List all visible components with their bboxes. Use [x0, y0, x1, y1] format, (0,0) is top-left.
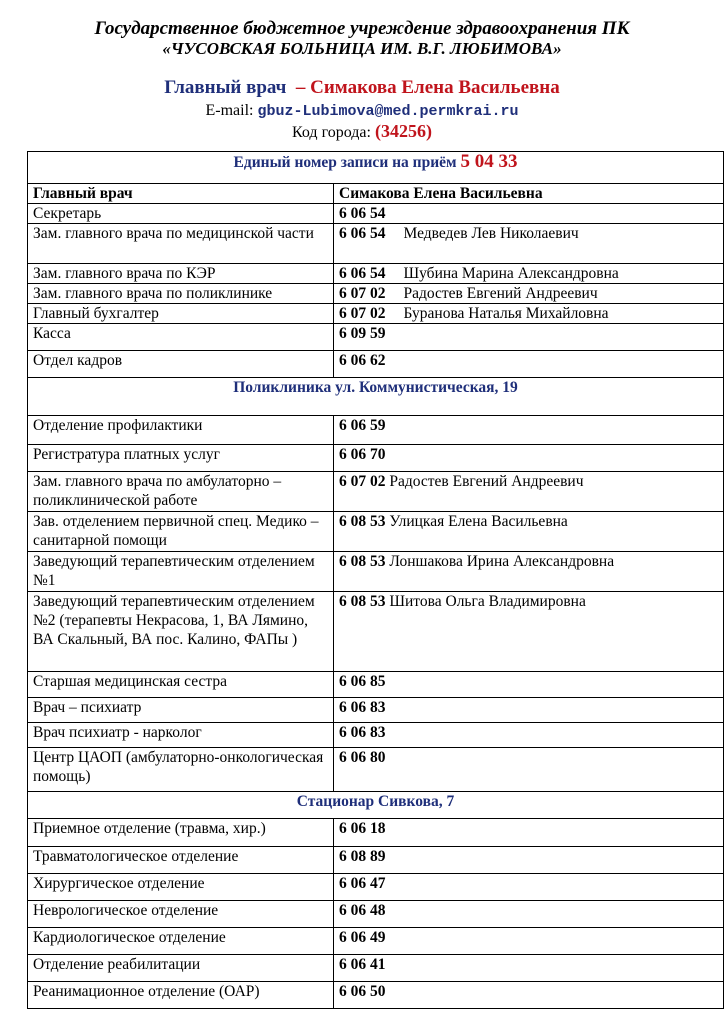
section-title-hospital: Стационар Сивкова, 7 — [28, 792, 724, 819]
email-link[interactable]: gbuz-Lubimova@med.permkrai.ru — [257, 103, 519, 120]
role-cell: Отдел кадров — [28, 351, 334, 378]
phone-cell — [334, 324, 724, 351]
phone-number: 6 06 47 — [339, 875, 386, 892]
chief-doctor-label: Главный врач — [164, 77, 287, 98]
phone-number: 6 09 59 — [339, 325, 386, 342]
phone-cell — [334, 351, 724, 378]
table-row — [28, 324, 724, 351]
phone-cell — [334, 284, 724, 304]
phone-cell — [334, 204, 724, 224]
role-cell: Регистратура платных услуг — [28, 445, 334, 472]
table-row — [28, 204, 724, 224]
chief-doctor-line — [0, 76, 724, 100]
phone-cell — [334, 445, 724, 472]
table-row — [28, 723, 724, 748]
contact-person: Улицкая Елена Васильевна — [389, 513, 568, 530]
phone-number: 6 06 85 — [339, 673, 386, 690]
role-cell: Центр ЦАОП (амбулаторно-онкологическая помощь) — [28, 748, 334, 792]
phone-cell — [334, 672, 724, 698]
table-row — [28, 351, 724, 378]
phone-cell — [334, 847, 724, 874]
city-code-label: Код города: — [292, 124, 371, 141]
phone-number: 6 06 49 — [339, 929, 386, 946]
table-row — [28, 552, 724, 592]
contact-person: Шитова Ольга Владимировна — [389, 593, 586, 610]
table-row — [28, 304, 724, 324]
contact-person: Буранова Наталья Михайловна — [403, 305, 609, 322]
unified-number-cell — [28, 152, 724, 184]
unified-number-value: 5 04 33 — [460, 151, 518, 172]
phone-cell — [334, 512, 724, 552]
phone-cell — [334, 928, 724, 955]
institution-line-1: Государственное бюджетное учреждение здравоохранения ПК — [94, 18, 630, 39]
phone-cell — [334, 552, 724, 592]
phone-cell — [334, 901, 724, 928]
phone-number: 6 08 89 — [339, 848, 386, 865]
role-cell: Касса — [28, 324, 334, 351]
role-cell: Зам. главного врача по амбулаторно – поликлинической работе — [28, 472, 334, 512]
head-role-cell: Главный врач — [28, 184, 334, 204]
head-person-cell: Симакова Елена Васильевна — [334, 184, 724, 204]
phone-number: 6 06 48 — [339, 902, 386, 919]
table-row — [28, 672, 724, 698]
phone-cell — [334, 264, 724, 284]
phone-cell — [334, 304, 724, 324]
role-cell: Отделение реабилитации — [28, 955, 334, 982]
role-cell: Хирургическое отделение — [28, 874, 334, 901]
table-row — [28, 955, 724, 982]
role-cell: Приемное отделение (травма, хир.) — [28, 819, 334, 847]
phone-cell — [334, 874, 724, 901]
phone-cell — [334, 748, 724, 792]
phone-number: 6 06 83 — [339, 724, 386, 741]
contact-person: Радостев Евгений Андреевич — [389, 473, 584, 490]
table-row — [28, 472, 724, 512]
role-cell: Реанимационное отделение (ОАР) — [28, 982, 334, 1009]
table-row — [28, 847, 724, 874]
role-cell: Заведующий терапевтическим отделением №1 — [28, 552, 334, 592]
phone-number: 6 07 02 — [339, 473, 386, 490]
section-row — [28, 378, 724, 416]
table-row — [28, 982, 724, 1009]
city-code-line — [0, 120, 724, 144]
role-cell: Зам. главного врача по поликлинике — [28, 284, 334, 304]
table-row — [28, 512, 724, 552]
role-cell: Секретарь — [28, 204, 334, 224]
phone-number: 6 06 18 — [339, 820, 386, 837]
phone-directory-table — [27, 151, 724, 1009]
table-row — [28, 284, 724, 304]
table-row — [28, 748, 724, 792]
role-cell: Заведующий терапевтическим отделением №2 (терапевты Некрасова, 1, ВА Лямино, ВА Скальный, ВА пос. Калино, ФАПы ) — [28, 592, 334, 672]
phone-number: 6 06 70 — [339, 446, 386, 463]
role-cell: Зам. главного врача по КЭР — [28, 264, 334, 284]
phone-cell — [334, 416, 724, 445]
role-cell: Неврологическое отделение — [28, 901, 334, 928]
phone-number: 6 06 62 — [339, 352, 386, 369]
phone-number: 6 07 02 — [339, 305, 386, 322]
contact-person: Лоншакова Ирина Александровна — [389, 553, 615, 570]
section-row — [28, 792, 724, 819]
chief-doctor-name: – Симакова Елена Васильевна — [295, 77, 560, 98]
phone-cell — [334, 955, 724, 982]
phone-cell — [334, 982, 724, 1009]
phone-number: 6 06 80 — [339, 749, 386, 766]
phone-cell — [334, 819, 724, 847]
role-cell: Кардиологическое отделение — [28, 928, 334, 955]
phone-number: 6 08 53 — [339, 553, 386, 570]
city-code-value: (34256) — [374, 121, 432, 141]
phone-number: 6 08 53 — [339, 513, 386, 530]
phone-cell — [334, 723, 724, 748]
table-row — [28, 819, 724, 847]
head-row — [28, 184, 724, 204]
section-title-polyclinic: Поликлиника ул. Коммунистическая, 19 — [28, 378, 724, 416]
contact-person: Шубина Марина Александровна — [403, 265, 619, 282]
phone-number: 6 08 53 — [339, 593, 386, 610]
table-row — [28, 264, 724, 284]
phone-number: 6 06 50 — [339, 983, 386, 1000]
role-cell: Старшая медицинская сестра — [28, 672, 334, 698]
table-row — [28, 416, 724, 445]
role-cell: Зав. отделением первичной спец. Медико – санитарной помощи — [28, 512, 334, 552]
role-cell: Отделение профилактики — [28, 416, 334, 445]
table-row — [28, 874, 724, 901]
table-row — [28, 928, 724, 955]
phone-cell — [334, 224, 724, 264]
email-label: E-mail: — [205, 102, 254, 119]
phone-number: 6 06 54 — [339, 205, 386, 222]
table-row — [28, 592, 724, 672]
role-cell: Врач – психиатр — [28, 698, 334, 723]
email-line — [0, 101, 724, 122]
phone-number: 6 06 83 — [339, 699, 386, 716]
phone-cell — [334, 472, 724, 512]
phone-number: 6 06 59 — [339, 417, 386, 434]
table-row — [28, 224, 724, 264]
table-row — [28, 901, 724, 928]
institution-line-2: «ЧУСОВСКАЯ БОЛЬНИЦА ИМ. В.Г. ЛЮБИМОВА» — [162, 39, 562, 58]
table-row — [28, 445, 724, 472]
phone-number: 6 06 41 — [339, 956, 386, 973]
phone-number: 6 06 54 — [339, 225, 386, 242]
unified-number-label: Единый номер записи на приём — [233, 154, 457, 171]
role-cell: Зам. главного врача по медицинской части — [28, 224, 334, 264]
contact-person: Медведев Лев Николаевич — [403, 225, 579, 242]
role-cell: Травматологическое отделение — [28, 847, 334, 874]
role-cell: Врач психиатр - нарколог — [28, 723, 334, 748]
phone-number: 6 06 54 — [339, 265, 386, 282]
phone-cell — [334, 592, 724, 672]
unified-number-row — [28, 152, 724, 184]
contact-person: Радостев Евгений Андреевич — [403, 285, 598, 302]
table-row — [28, 698, 724, 723]
phone-cell — [334, 698, 724, 723]
role-cell: Главный бухгалтер — [28, 304, 334, 324]
phone-number: 6 07 02 — [339, 285, 386, 302]
